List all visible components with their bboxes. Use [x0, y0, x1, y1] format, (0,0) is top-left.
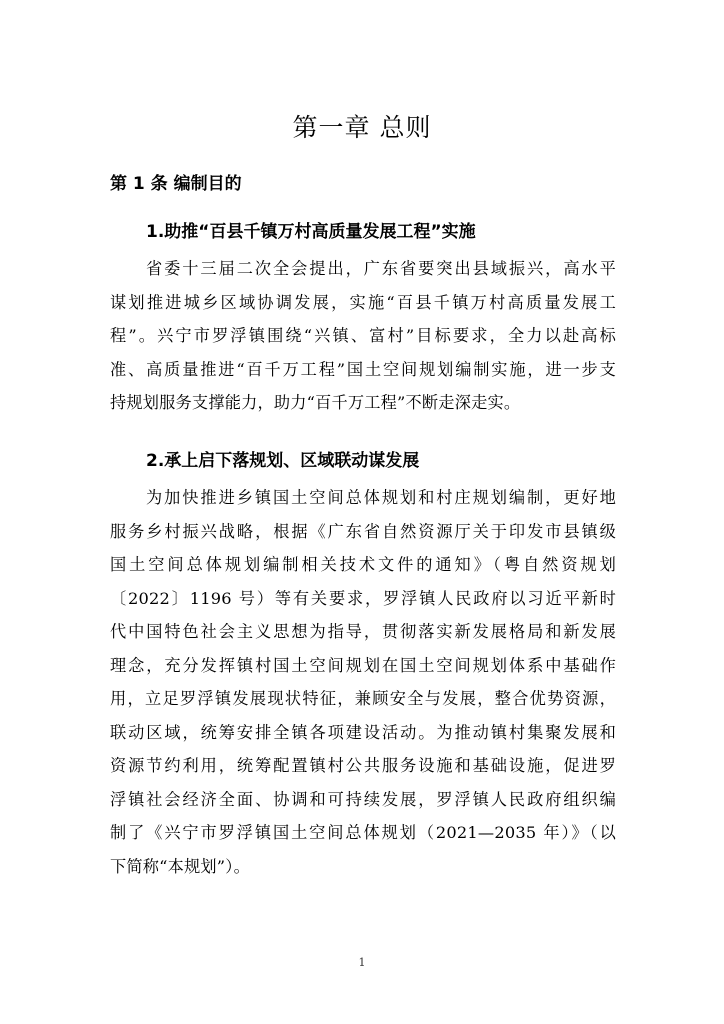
- paragraph-line: 制了《兴宁市罗浮镇国土空间总体规划（2021—2035 年）》（以: [110, 823, 616, 842]
- section-2-paragraph: [110, 481, 616, 883]
- paragraph-line: 理念，充分发挥镇村国土空间规划在国土空间规划体系中基础作: [110, 655, 616, 675]
- paragraph-line: 用，立足罗浮镇发展现状特征，兼顾安全与发展，整合优势资源，: [110, 689, 616, 708]
- paragraph-line: 〔2022〕1196 号）等有关要求，罗浮镇人民政府以习近平新时: [110, 588, 616, 608]
- chapter-title: 第一章 总则: [292, 113, 432, 142]
- section-1-paragraph: [110, 252, 616, 420]
- paragraph-line: 资源节约利用，统筹配置镇村公共服务设施和基础设施，促进罗: [110, 756, 616, 775]
- paragraph-line: 省委十三届二次全会提出，广东省要突出县域振兴，高水平: [146, 259, 616, 278]
- paragraph-line: 持规划服务支撑能力，助力“百千万工程”不断走深走实。: [110, 393, 521, 412]
- paragraph-line: 服务乡村振兴战略，根据《广东省自然资源厅关于印发市县镇级: [110, 521, 616, 541]
- paragraph-line: 准、高质量推进“百千万工程”国土空间规划编制实施，进一步支: [110, 359, 616, 379]
- paragraph-line: 代中国特色社会主义思想为指导，贯彻落实新发展格局和新发展: [110, 622, 616, 641]
- paragraph-line: 国土空间总体规划编制相关技术文件的通知》（粤自然资规划: [110, 555, 616, 574]
- article-heading: 第 1 条 编制目的: [110, 174, 242, 194]
- page-number: 1: [358, 956, 366, 969]
- section-1-heading: 1.助推“百县千镇万村高质量发展工程”实施: [146, 222, 476, 242]
- paragraph-line: 谋划推进城乡区域协调发展，实施“百县千镇万村高质量发展工: [110, 292, 616, 312]
- paragraph-line: 下简称“本规划”）。: [110, 856, 250, 876]
- section-2-heading: 2.承上启下落规划、区域联动谋发展: [146, 451, 420, 471]
- paragraph-line: 联动区域，统筹安排全镇各项建设活动。为推动镇村集聚发展和: [110, 722, 616, 742]
- paragraph-line: 程”。兴宁市罗浮镇围绕“兴镇、富村”目标要求，全力以赴高标: [110, 326, 616, 345]
- paragraph-line: 浮镇社会经济全面、协调和可持续发展，罗浮镇人民政府组织编: [110, 789, 616, 809]
- paragraph-line: 为加快推进乡镇国土空间总体规划和村庄规划编制，更好地: [146, 488, 616, 507]
